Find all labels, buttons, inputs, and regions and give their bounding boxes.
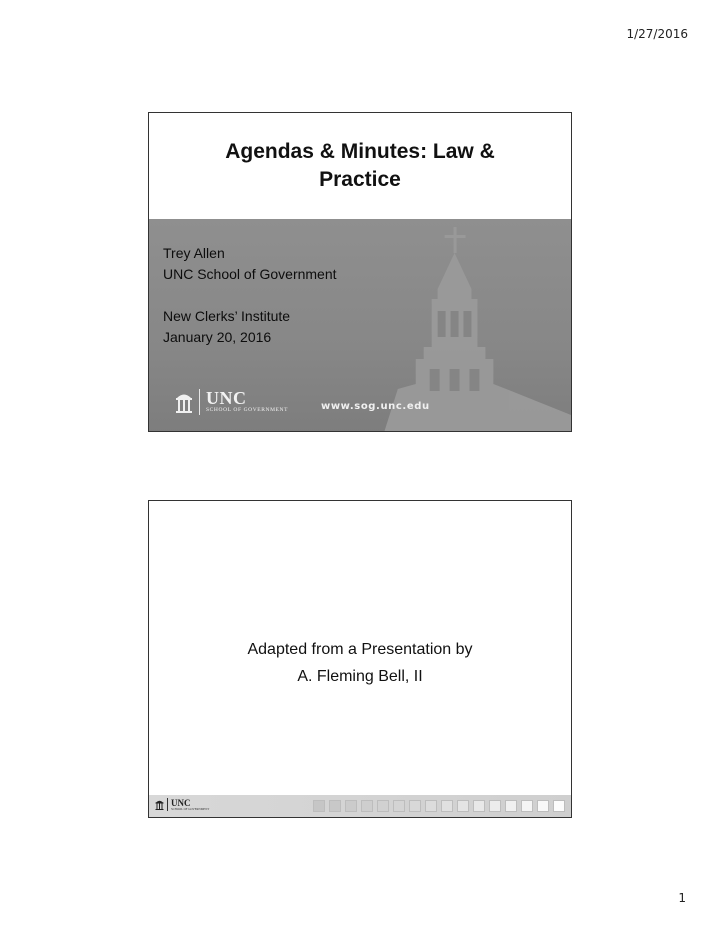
logo-name: UNC	[171, 797, 191, 808]
footer-square	[313, 800, 325, 812]
footer-square	[553, 800, 565, 812]
slide-footer	[149, 375, 571, 432]
page-number: 1	[678, 891, 686, 905]
unc-logo	[175, 389, 288, 415]
decorative-squares	[313, 800, 565, 812]
credit-text	[149, 501, 571, 795]
footer-square	[393, 800, 405, 812]
footer-square	[345, 800, 357, 812]
event-name: New Clerks’ Institute	[163, 308, 291, 324]
logo-subtitle: SCHOOL OF GOVERNMENT	[206, 407, 289, 413]
event-date: January 20, 2016	[163, 329, 272, 345]
footer-square	[441, 800, 453, 812]
footer-square	[425, 800, 437, 812]
footer-square	[329, 800, 341, 812]
old-well-icon	[175, 390, 193, 414]
page-date: 1/27/2016	[626, 27, 688, 41]
slide-footer-bar	[149, 795, 571, 817]
footer-square	[505, 800, 517, 812]
footer-square	[457, 800, 469, 812]
slide-background	[149, 219, 571, 432]
old-well-icon	[155, 798, 164, 811]
footer-square	[377, 800, 389, 812]
footer-square	[473, 800, 485, 812]
footer-square	[521, 800, 533, 812]
slide-title: Agendas & Minutes: Law & Practice	[225, 140, 495, 191]
footer-square	[361, 800, 373, 812]
title-slide	[148, 112, 572, 432]
footer-square	[409, 800, 421, 812]
credit-line-1: Adapted from a Presentation by	[247, 641, 473, 658]
presenter-info	[163, 243, 337, 348]
footer-square	[489, 800, 501, 812]
title-area	[149, 113, 571, 219]
logo-subtitle: SCHOOL OF GOVERNMENT	[171, 806, 210, 811]
presenter-name: Trey Allen	[163, 245, 225, 261]
website-url: www.sog.unc.edu	[321, 401, 430, 412]
footer-square	[537, 800, 549, 812]
logo-name: UNC	[206, 388, 247, 408]
unc-logo-small	[155, 798, 209, 811]
credit-line-2: A. Fleming Bell, II	[297, 668, 423, 685]
credit-slide	[148, 500, 572, 818]
presenter-organization: UNC School of Government	[163, 266, 337, 282]
